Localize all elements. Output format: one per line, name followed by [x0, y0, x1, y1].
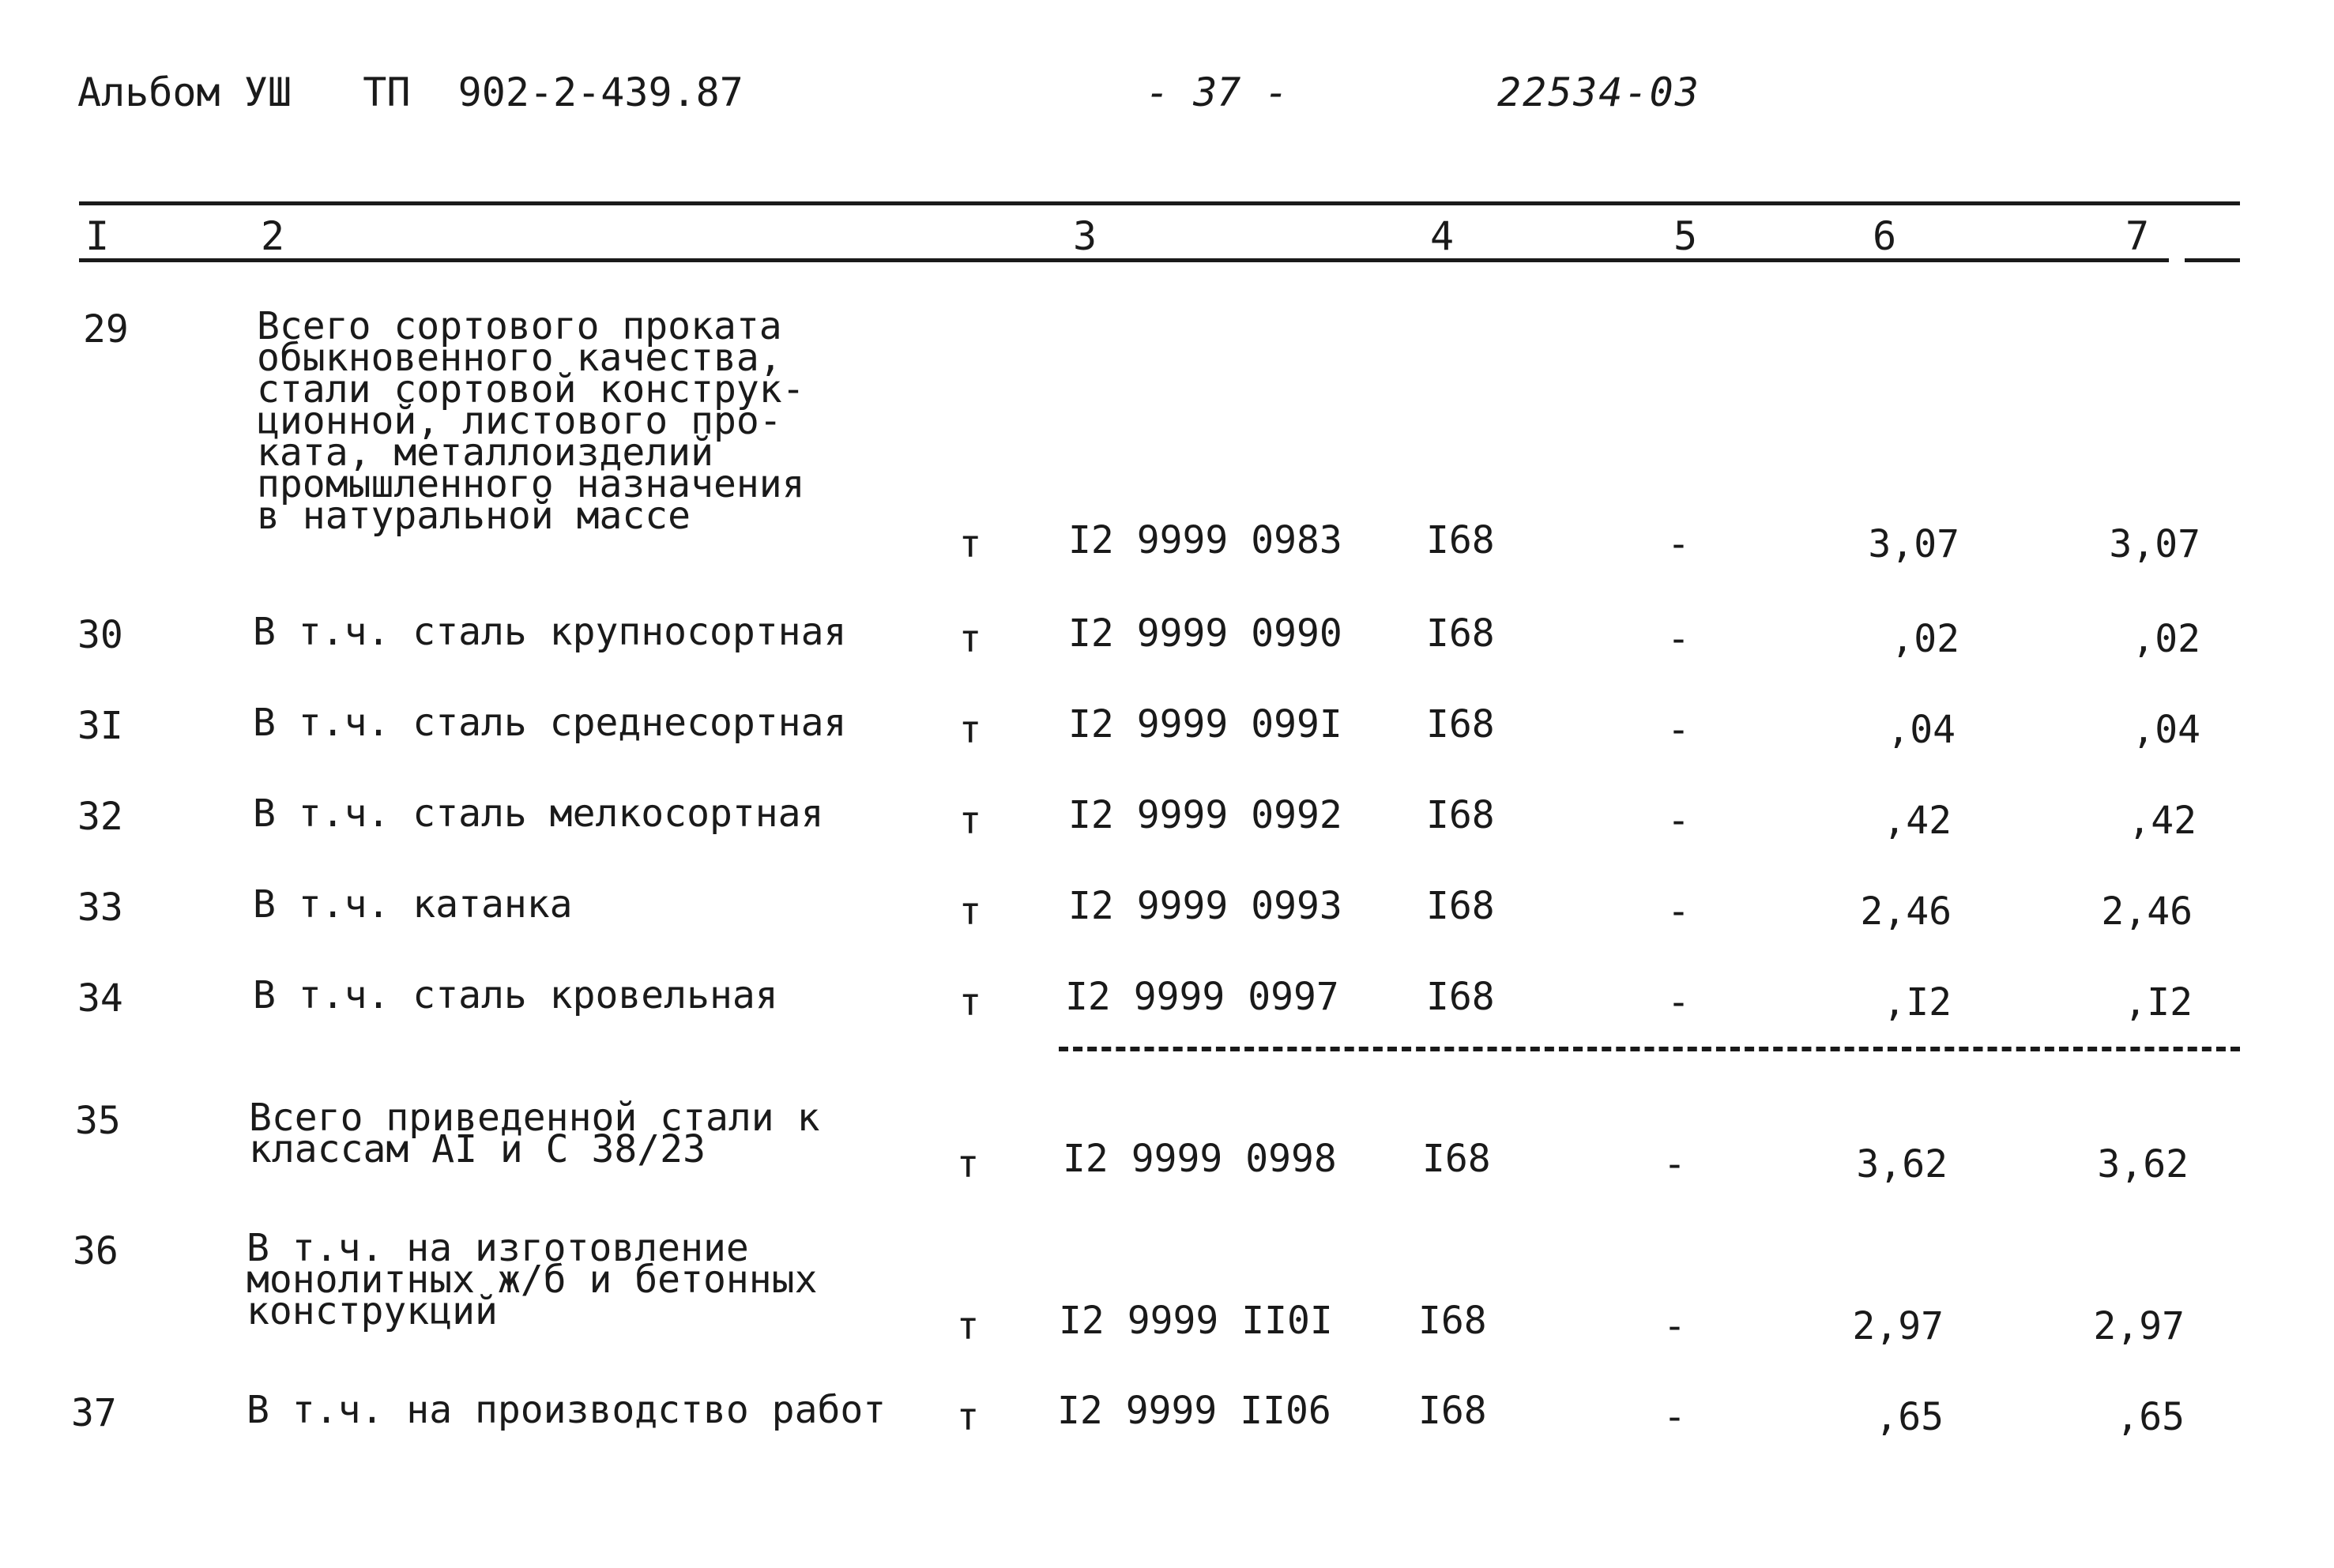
row-number: 3I — [77, 704, 123, 748]
row-unit: т — [958, 617, 982, 661]
row-value-6: ,I2 — [1883, 980, 1952, 1025]
album-reference: Альбом УШ ТП 902-2-439.87 — [77, 70, 743, 115]
row-col5: - — [1663, 1142, 1686, 1186]
row-code: I2 9999 0993 — [1068, 884, 1342, 928]
row-unit: т — [958, 799, 982, 843]
row-value-6: ,02 — [1891, 617, 1959, 661]
row-number: 29 — [83, 307, 129, 352]
column-header-3: 3 — [1073, 213, 1097, 259]
row-level: I68 — [1426, 884, 1495, 928]
row-unit: т — [958, 889, 982, 934]
row-number: 30 — [77, 613, 123, 657]
column-header-1: I — [85, 213, 110, 259]
row-value-6: ,42 — [1883, 799, 1952, 843]
column-header-7: 7 — [2125, 213, 2150, 259]
document-code: 22534-03 — [1497, 70, 1700, 115]
row-code: I2 9999 II0I — [1059, 1299, 1333, 1343]
row-value-6: 2,97 — [1852, 1304, 1944, 1348]
row-unit: т — [958, 522, 982, 566]
table-top-rule — [79, 201, 2240, 205]
row-description: В т.ч. сталь крупносортная — [253, 610, 847, 654]
row-col5: - — [1667, 799, 1690, 843]
row-value-7: 3,07 — [2109, 522, 2200, 566]
row-level: I68 — [1426, 702, 1495, 746]
row-value-7: ,42 — [2128, 799, 2197, 843]
row-description: В т.ч. катанка — [253, 882, 573, 927]
row-value-7: 2,97 — [2093, 1304, 2185, 1348]
row-col5: - — [1667, 889, 1690, 934]
row-col5: - — [1663, 1304, 1686, 1348]
row-unit: т — [958, 980, 982, 1025]
row-unit: т — [956, 1304, 980, 1348]
column-header-5: 5 — [1673, 213, 1698, 259]
table-header-bottom-rule-end — [2185, 258, 2240, 262]
row-level: I68 — [1426, 975, 1495, 1019]
row-level: I68 — [1418, 1299, 1487, 1343]
row-number: 34 — [77, 976, 123, 1021]
row-value-7: ,02 — [2132, 617, 2200, 661]
row-code: I2 9999 0998 — [1063, 1137, 1337, 1181]
row-level: I68 — [1426, 518, 1495, 562]
row-description: Всего сортового проката обыкновенного качества, стали сортовой конструк- ционной, листового про- ката, металлоизделий промышленного назначения в натуральной массе — [257, 304, 805, 538]
row-unit: т — [958, 708, 982, 752]
row-description: В т.ч. сталь кровельная — [253, 973, 778, 1017]
table-header-bottom-rule — [79, 258, 2169, 262]
row-col5: - — [1667, 980, 1690, 1025]
row-number: 32 — [77, 795, 123, 839]
row-col5: - — [1667, 522, 1690, 566]
row-value-6: ,04 — [1887, 708, 1956, 752]
row-value-7: 3,62 — [2097, 1142, 2189, 1186]
row-description: В т.ч. на изготовление монолитных ж/б и бетонных конструкций — [247, 1226, 818, 1333]
row-number: 35 — [75, 1099, 121, 1143]
row-unit: т — [956, 1142, 980, 1186]
row-code: I2 9999 099I — [1068, 702, 1342, 746]
row-value-7: ,I2 — [2124, 980, 2193, 1025]
row-code: I2 9999 0990 — [1068, 611, 1342, 656]
row-description: Всего приведенной стали к классам АI и С 38/23 — [249, 1096, 820, 1171]
row-level: I68 — [1418, 1389, 1487, 1433]
row-code: I2 9999 0983 — [1068, 518, 1342, 562]
row-unit: т — [956, 1395, 980, 1439]
row-col5: - — [1667, 617, 1690, 661]
column-header-4: 4 — [1430, 213, 1455, 259]
row-number: 33 — [77, 886, 123, 930]
row-col5: - — [1667, 708, 1690, 752]
row-code: I2 9999 II06 — [1057, 1389, 1331, 1433]
column-header-2: 2 — [261, 213, 285, 259]
row-value-6: 2,46 — [1860, 889, 1952, 934]
row-code: I2 9999 0992 — [1068, 793, 1342, 837]
row-value-6: 3,62 — [1856, 1142, 1948, 1186]
row-description: В т.ч. сталь среднесортная — [253, 701, 847, 745]
row-value-6: 3,07 — [1868, 522, 1959, 566]
row-value-7: ,04 — [2132, 708, 2200, 752]
row-level: I68 — [1426, 793, 1495, 837]
row-number: 36 — [73, 1229, 119, 1273]
row-code: I2 9999 0997 — [1065, 975, 1339, 1019]
page-number: - 37 - — [1146, 70, 1289, 115]
row-level: I68 — [1426, 611, 1495, 656]
dashed-separator — [1059, 1047, 2240, 1051]
row-number: 37 — [71, 1391, 117, 1435]
column-header-6: 6 — [1873, 213, 1897, 259]
row-value-7: 2,46 — [2101, 889, 2193, 934]
row-description: В т.ч. на производство работ — [247, 1388, 887, 1432]
row-description: В т.ч. сталь мелкосортная — [253, 792, 824, 836]
row-value-6: ,65 — [1875, 1395, 1944, 1439]
row-level: I68 — [1422, 1137, 1491, 1181]
row-value-7: ,65 — [2116, 1395, 2185, 1439]
row-col5: - — [1663, 1395, 1686, 1439]
